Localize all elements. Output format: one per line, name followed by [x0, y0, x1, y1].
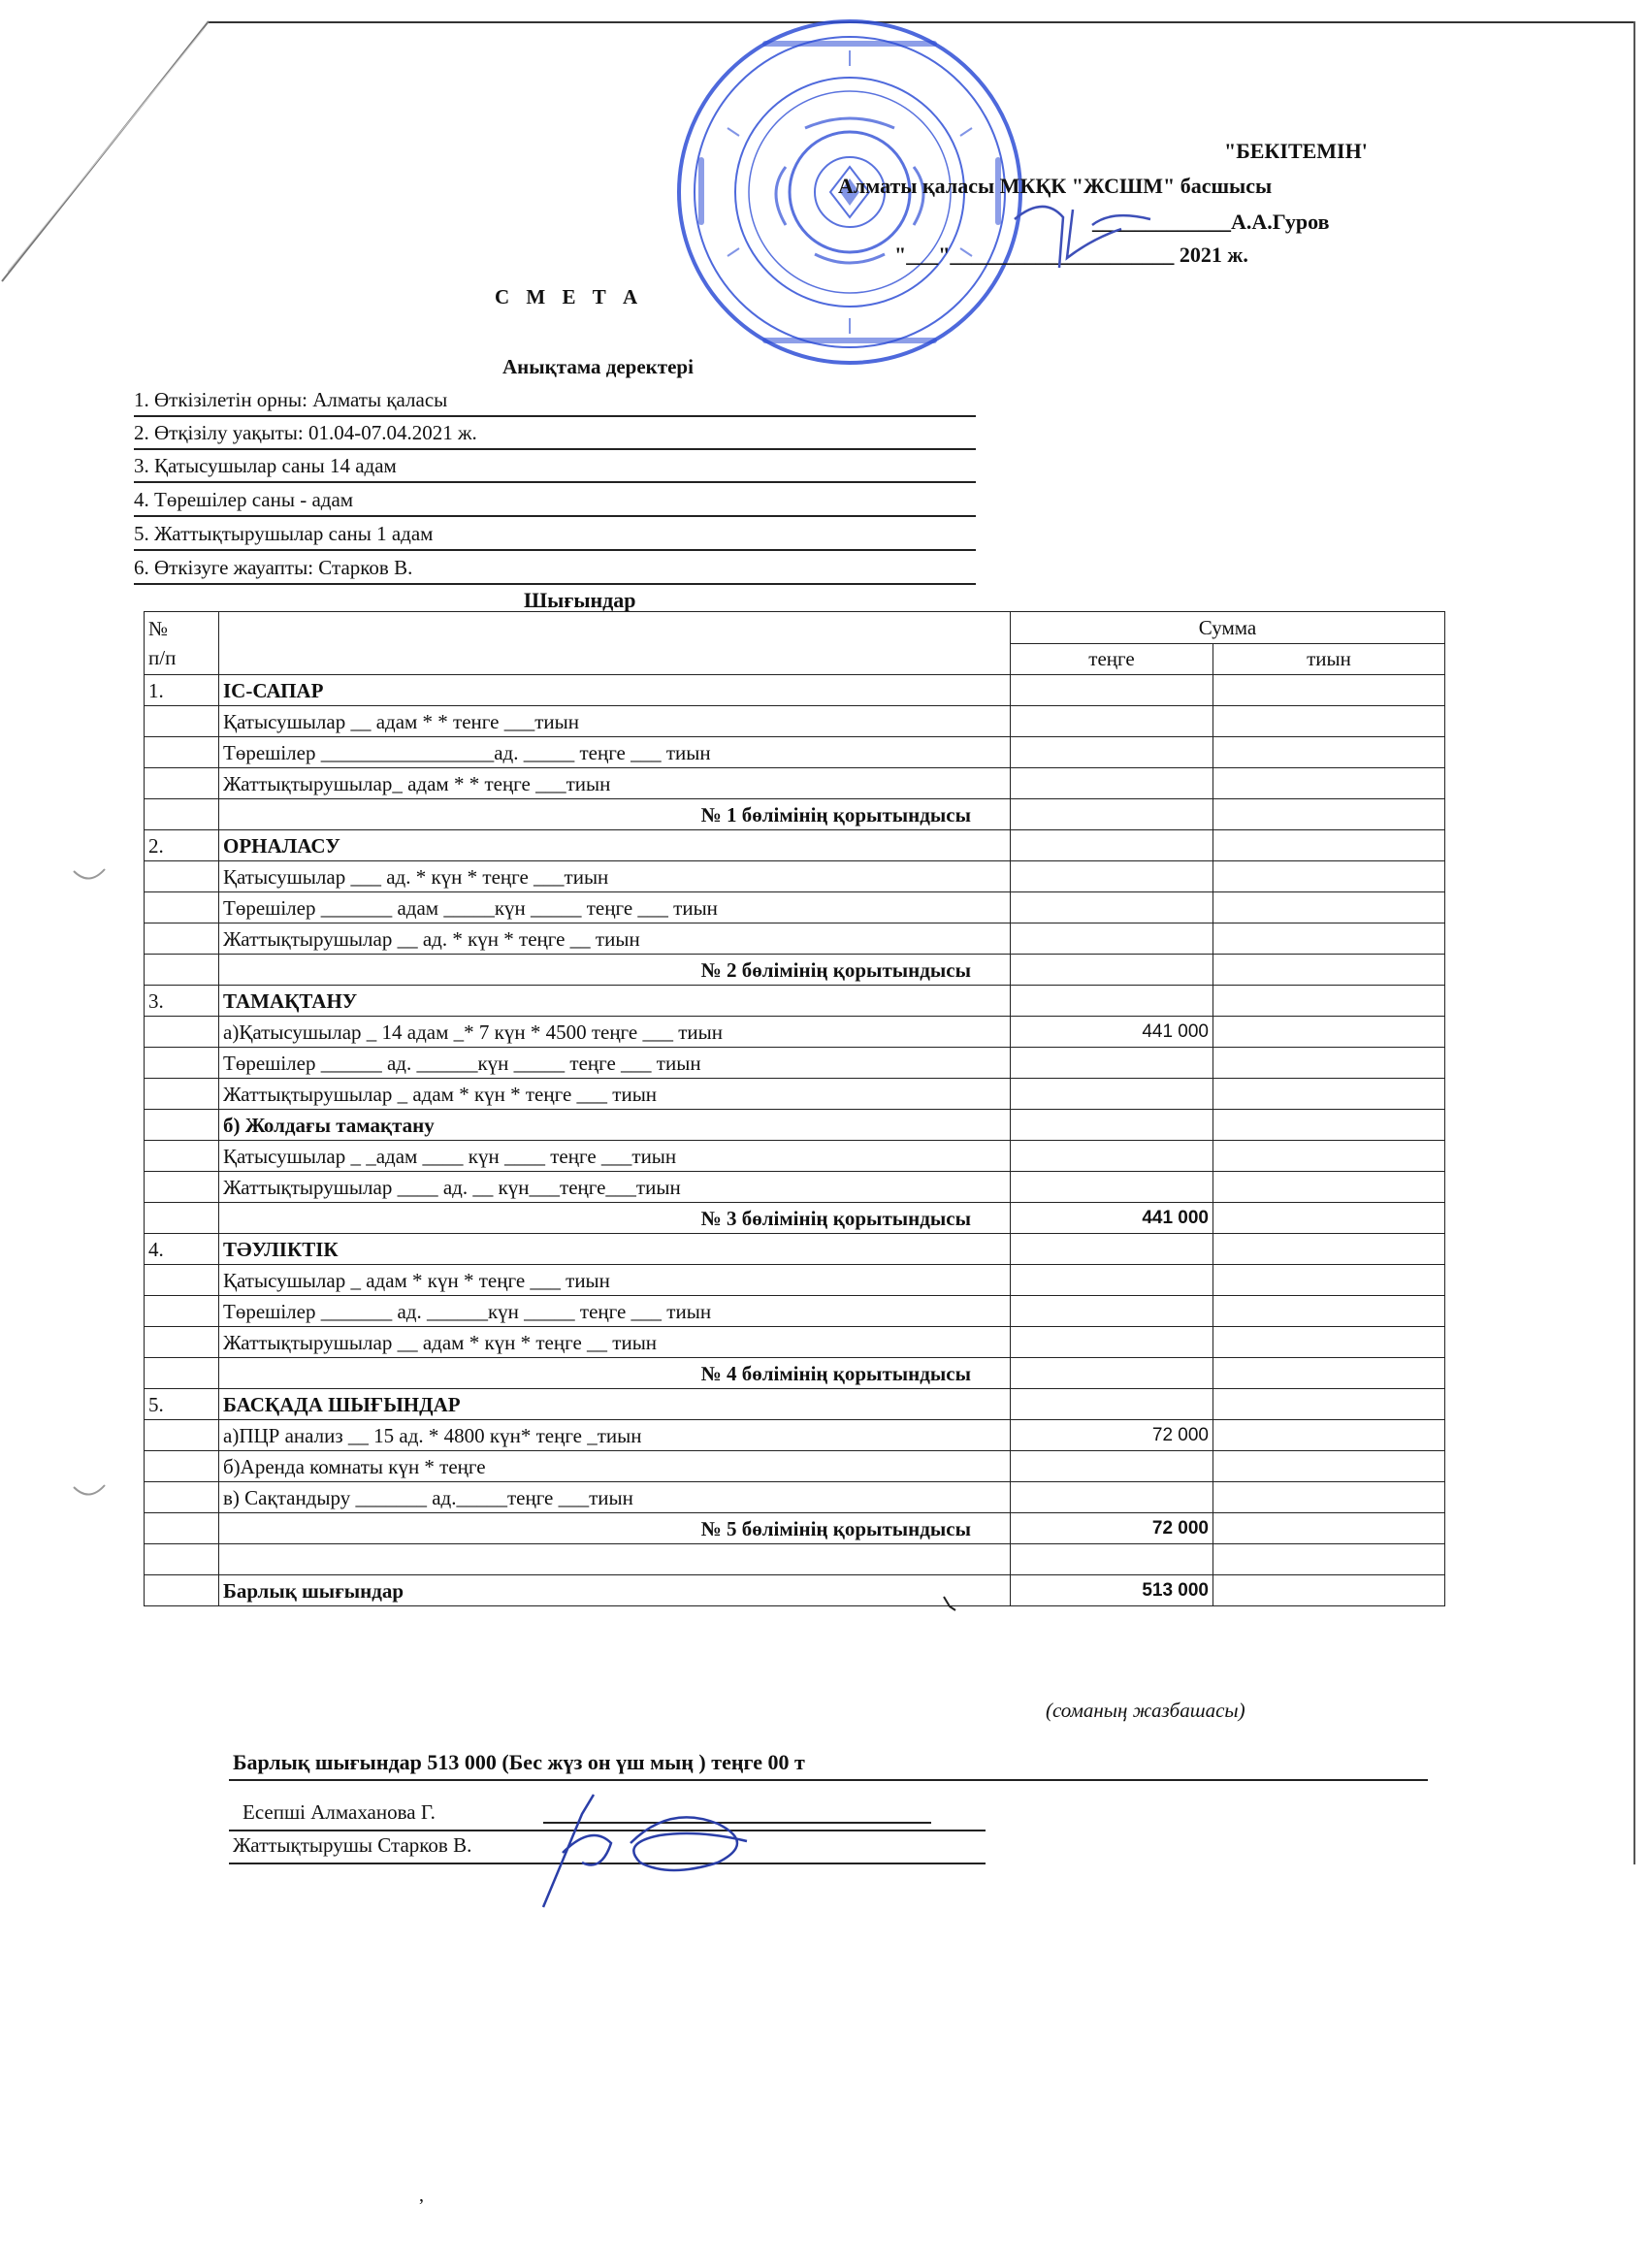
approval-line-approve: "БЕКІТЕМІН'	[1224, 139, 1368, 163]
estimate-table	[144, 611, 1445, 1606]
table-row	[145, 737, 1445, 768]
row-amount-tiyn	[1213, 1172, 1445, 1203]
trainer-signature-line: Жаттықтырушы Старков В.	[233, 1833, 472, 1857]
table-row	[145, 1203, 1445, 1234]
row-description: ІС-САПАР	[219, 675, 1011, 706]
approval-line-position: Алматы қаласы МКҚК "ЖСШМ" басшысы	[838, 174, 1273, 198]
row-description: № 4 бөлімінің қорытындысы	[219, 1358, 1011, 1389]
table-row	[145, 830, 1445, 861]
row-description: а)ПЦР анализ __ 15 ад. * 4800 күн* теңге _тиын	[219, 1420, 1011, 1451]
row-amount-tiyn	[1213, 1110, 1445, 1141]
table-row	[145, 1482, 1445, 1513]
row-amount-tenge	[1011, 1451, 1213, 1482]
row-number	[145, 1079, 219, 1110]
row-number	[145, 799, 219, 830]
row-amount-tenge	[1011, 892, 1213, 923]
row-description: б) Жолдағы тамақтану	[219, 1110, 1011, 1141]
row-description: БАСҚАДА ШЫҒЫНДАР	[219, 1389, 1011, 1420]
row-amount-tenge	[1011, 830, 1213, 861]
row-number	[145, 1358, 219, 1389]
row-amount-tiyn	[1213, 1420, 1445, 1451]
row-amount-tiyn	[1213, 1141, 1445, 1172]
col-tiyn-header: тиын	[1213, 643, 1445, 675]
row-amount-tiyn	[1213, 861, 1445, 892]
row-amount-tiyn	[1213, 923, 1445, 955]
row-number: 2.	[145, 830, 219, 861]
row-amount-tenge	[1011, 923, 1213, 955]
row-amount-tiyn	[1213, 892, 1445, 923]
row-number	[145, 706, 219, 737]
row-description: ТАМАҚТАНУ	[219, 986, 1011, 1017]
row-description: Қатысушылар _ _адам ____ күн ____ теңге ___тиын	[219, 1141, 1011, 1172]
table-row	[145, 675, 1445, 706]
table-row	[145, 1079, 1445, 1110]
row-amount-tenge	[1011, 955, 1213, 986]
row-number	[145, 1544, 219, 1575]
row-description: Қатысушылар __ адам * * тенге ___тиын	[219, 706, 1011, 737]
row-amount-tenge	[1011, 1141, 1213, 1172]
row-amount-tenge	[1011, 737, 1213, 768]
row-amount-tiyn	[1213, 799, 1445, 830]
row-amount-tiyn	[1213, 1513, 1445, 1544]
row-amount-tenge: 441 000	[1011, 1017, 1213, 1048]
check-mark-icon	[941, 1593, 958, 1614]
row-number	[145, 1296, 219, 1327]
col-description-header	[219, 612, 1011, 675]
row-amount-tiyn	[1213, 1079, 1445, 1110]
approval-line-date: "___"_____________________ 2021 ж.	[894, 243, 1248, 267]
row-amount-tiyn	[1213, 1327, 1445, 1358]
row-amount-tenge	[1011, 1110, 1213, 1141]
row-number: 4.	[145, 1234, 219, 1265]
row-number	[145, 1265, 219, 1296]
row-description: Жаттықтырушылар _ адам * күн * теңге ___ тиын	[219, 1079, 1011, 1110]
row-amount-tiyn	[1213, 1265, 1445, 1296]
row-description: в) Сақтандыру _______ ад._____теңге ___тиын	[219, 1482, 1011, 1513]
row-number	[145, 768, 219, 799]
row-description: Жаттықтырушылар __ адам * күн * теңге __ тиын	[219, 1327, 1011, 1358]
row-amount-tenge	[1011, 799, 1213, 830]
row-amount-tenge	[1011, 861, 1213, 892]
table-row	[145, 1327, 1445, 1358]
row-description: а)Қатысушылар _ 14 адам _* 7 күн * 4500 теңге ___ тиын	[219, 1017, 1011, 1048]
table-row	[145, 799, 1445, 830]
row-number	[145, 955, 219, 986]
row-amount-tiyn	[1213, 768, 1445, 799]
row-amount-tenge	[1011, 1048, 1213, 1079]
table-row	[145, 1544, 1445, 1575]
row-number	[145, 892, 219, 923]
corner-fold-shadow	[0, 0, 223, 291]
row-amount-tenge	[1011, 1234, 1213, 1265]
accountant-signature-line: Есепші Алмаханова Г.	[242, 1800, 436, 1824]
reference-heading: Анықтама деректері	[502, 355, 694, 378]
reference-line-trainers: 5. Жаттықтырушылар саны 1 адам	[134, 520, 976, 551]
row-number: 1.	[145, 675, 219, 706]
row-description: Жаттықтырушылар_ адам * * теңге ___тиын	[219, 768, 1011, 799]
document-title: С М Е Т А	[495, 285, 644, 308]
row-amount-tenge: 72 000	[1011, 1420, 1213, 1451]
row-amount-tenge	[1011, 986, 1213, 1017]
row-amount-tiyn	[1213, 1358, 1445, 1389]
row-amount-tenge	[1011, 706, 1213, 737]
row-amount-tiyn	[1213, 1234, 1445, 1265]
row-amount-tenge	[1011, 1296, 1213, 1327]
row-description: Жаттықтырушылар ____ ад. __ күн___теңге___тиын	[219, 1172, 1011, 1203]
table-row	[145, 1358, 1445, 1389]
row-number	[145, 1172, 219, 1203]
grand-total-number	[145, 1575, 219, 1606]
row-amount-tenge	[1011, 768, 1213, 799]
row-description: Қатысушылар ___ ад. * күн * теңге ___тиын	[219, 861, 1011, 892]
handwritten-signature	[524, 1785, 766, 1911]
row-description: б)Аренда комнаты күн * теңге	[219, 1451, 1011, 1482]
table-header-row	[145, 612, 1445, 644]
row-amount-tiyn	[1213, 1544, 1445, 1575]
row-number	[145, 1141, 219, 1172]
row-number	[145, 1017, 219, 1048]
page-edge-right	[1633, 21, 1635, 1864]
reference-line-dates: 2. Өтқізілу уақыты: 01.04-07.04.2021 ж.	[134, 419, 976, 450]
table-row	[145, 1513, 1445, 1544]
grand-total-row	[145, 1575, 1445, 1606]
row-description: Жаттықтырушылар __ ад. * күн * теңге __ тиын	[219, 923, 1011, 955]
table-row	[145, 1296, 1445, 1327]
row-amount-tiyn	[1213, 830, 1445, 861]
col-number-header	[145, 612, 219, 675]
table-row	[145, 1389, 1445, 1420]
row-description: Төрешілер ______ ад. ______күн _____ теңге ___ тиын	[219, 1048, 1011, 1079]
grand-total-tiyn	[1213, 1575, 1445, 1606]
col-number-symbol: №	[148, 617, 169, 640]
approval-line-name: _____________А.А.Гуров	[1092, 210, 1330, 234]
col-number-label: п/п	[148, 646, 177, 669]
stray-mark: ,	[419, 2185, 424, 2206]
row-description: ТӘУЛІКТІК	[219, 1234, 1011, 1265]
row-number	[145, 1327, 219, 1358]
table-row	[145, 1265, 1445, 1296]
reference-line-venue: 1. Өткізілетін орны: Алматы қаласы	[134, 386, 976, 417]
row-amount-tiyn	[1213, 955, 1445, 986]
row-amount-tenge	[1011, 1079, 1213, 1110]
table-row	[145, 1234, 1445, 1265]
row-description: Қатысушылар _ адам * күн * теңге ___ тиын	[219, 1265, 1011, 1296]
row-number: 5.	[145, 1389, 219, 1420]
row-amount-tenge	[1011, 675, 1213, 706]
row-amount-tenge	[1011, 1172, 1213, 1203]
table-row	[145, 986, 1445, 1017]
row-number	[145, 1482, 219, 1513]
row-amount-tiyn	[1213, 1203, 1445, 1234]
row-amount-tenge: 441 000	[1011, 1203, 1213, 1234]
row-description: Төрешілер _________________ад. _____ теңге ___ тиын	[219, 737, 1011, 768]
table-row	[145, 1172, 1445, 1203]
row-number	[145, 861, 219, 892]
row-number	[145, 1513, 219, 1544]
reference-line-participants: 3. Қатысушылар саны 14 адам	[134, 452, 976, 483]
row-amount-tenge	[1011, 1389, 1213, 1420]
row-amount-tiyn	[1213, 986, 1445, 1017]
row-amount-tiyn	[1213, 1482, 1445, 1513]
row-description: № 1 бөлімінің қорытындысы	[219, 799, 1011, 830]
table-row	[145, 892, 1445, 923]
row-description: Төрешілер _______ адам _____күн _____ теңге ___ тиын	[219, 892, 1011, 923]
row-amount-tiyn	[1213, 1048, 1445, 1079]
grand-total-value: 513 000	[1011, 1575, 1213, 1606]
row-amount-tenge	[1011, 1358, 1213, 1389]
grand-total-label: Барлық шығындар	[219, 1575, 1011, 1606]
table-row	[145, 706, 1445, 737]
row-number: 3.	[145, 986, 219, 1017]
row-amount-tiyn	[1213, 675, 1445, 706]
expenses-heading: Шығындар	[524, 588, 636, 612]
row-description: Төрешілер _______ ад. ______күн _____ теңге ___ тиын	[219, 1296, 1011, 1327]
row-number	[145, 1110, 219, 1141]
table-row	[145, 955, 1445, 986]
col-tenge-header: теңге	[1011, 643, 1213, 675]
total-in-words: Барлық шығындар 513 000 (Бес жүз он үш мың ) теңге 00 т	[233, 1750, 805, 1774]
punch-hole-mark	[72, 1481, 107, 1499]
row-amount-tenge	[1011, 1265, 1213, 1296]
row-number	[145, 1451, 219, 1482]
row-description	[219, 1544, 1011, 1575]
table-row	[145, 1141, 1445, 1172]
table-row	[145, 1110, 1445, 1141]
row-amount-tenge	[1011, 1327, 1213, 1358]
row-number	[145, 737, 219, 768]
row-number	[145, 1048, 219, 1079]
row-amount-tenge: 72 000	[1011, 1513, 1213, 1544]
punch-hole-mark	[72, 865, 107, 883]
table-row	[145, 861, 1445, 892]
director-signature	[1005, 190, 1170, 277]
table-row	[145, 768, 1445, 799]
table-row	[145, 1420, 1445, 1451]
row-description: № 3 бөлімінің қорытындысы	[219, 1203, 1011, 1234]
total-in-words-underline	[229, 1779, 1428, 1781]
row-number	[145, 1420, 219, 1451]
reference-line-referees: 4. Төрешілер саны - адам	[134, 486, 976, 517]
row-description: № 2 бөлімінің қорытындысы	[219, 955, 1011, 986]
row-amount-tiyn	[1213, 1451, 1445, 1482]
row-description: ОРНАЛАСУ	[219, 830, 1011, 861]
reference-line-responsible: 6. Өткізуге жауапты: Старков В.	[134, 554, 976, 585]
col-sum-header: Сумма	[1011, 612, 1445, 644]
row-amount-tiyn	[1213, 1389, 1445, 1420]
table-row	[145, 1017, 1445, 1048]
row-amount-tenge	[1011, 1482, 1213, 1513]
row-amount-tenge	[1011, 1544, 1213, 1575]
table-row	[145, 1048, 1445, 1079]
row-amount-tiyn	[1213, 706, 1445, 737]
amount-in-words-caption: (соманың жазбашасы)	[1046, 1699, 1245, 1722]
row-amount-tiyn	[1213, 1296, 1445, 1327]
table-row	[145, 1451, 1445, 1482]
row-description: № 5 бөлімінің қорытындысы	[219, 1513, 1011, 1544]
row-number	[145, 923, 219, 955]
table-row	[145, 923, 1445, 955]
row-amount-tiyn	[1213, 737, 1445, 768]
row-amount-tiyn	[1213, 1017, 1445, 1048]
row-number	[145, 1203, 219, 1234]
